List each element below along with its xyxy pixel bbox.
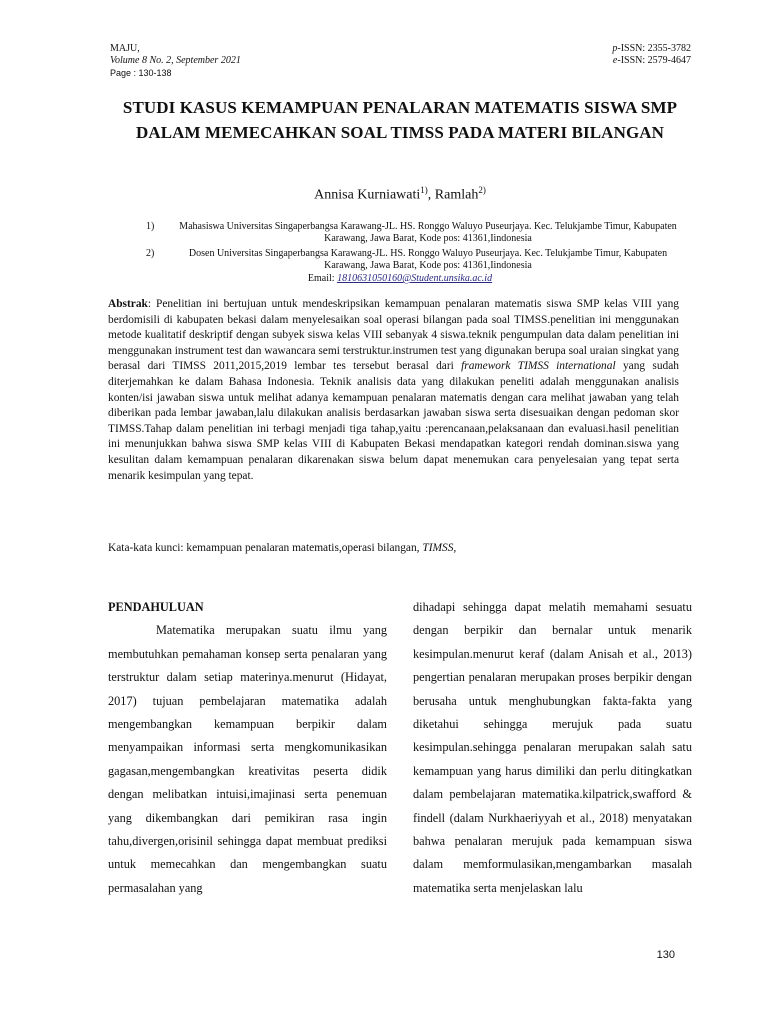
author-1-ref: 1) xyxy=(420,185,428,195)
journal-header xyxy=(110,43,241,79)
section-heading: PENDAHULUAN xyxy=(108,600,204,614)
paragraph: Matematika merupakan suatu ilmu yang membutuhkan pemahaman konsep serta penalaran yang terstruktur dalam setiap materinya.menurut (Hidayat, 2017) tujuan pembelajaran matematika adalah mengembangkan kemampuan berpikir dalam menyampaikan informasi serta mengkomunikasikan gagasan,mengembangkan kreativitas peserta didik dengan melibatkan intuisi,imajinasi serta penemuan yang dikembangkan dari pemikiran rasa ingin tahu,divergen,orisinil sehingga dapat membuat prediksi untuk memecahkan dan mengembangkan suatu permasalahan yang xyxy=(108,623,387,895)
eissn: e-ISSN: 2579-4647 xyxy=(612,55,691,66)
author-1: Annisa Kurniawati xyxy=(314,187,421,203)
affiliation-2: 2) Dosen Universitas Singaperbangsa Karawang-JL. HS. Ronggo Waluyo Puseurjaya. Kec. Telukjambe Timur, Kabupaten Karawang, Jawa Barat, Kode pos: 41361,Iindonesia xyxy=(146,248,668,271)
author-2: Ramlah xyxy=(434,187,479,203)
abstract-label: Abstrak xyxy=(108,298,148,310)
journal-volume: Volume 8 No. 2, September 2021 xyxy=(110,55,241,66)
contact-email: Email: 1810631050160@Student.unsika.ac.id xyxy=(307,273,493,284)
body-column-right xyxy=(413,596,692,900)
pissn: p-ISSN: 2355-3782 xyxy=(612,43,691,54)
abstract: Abstrak: Penelitian ini bertujuan untuk mendeskripsikan kemampuan penalaran matematis siswa SMP kelas VIII yang berdomisili di kabupaten bekasi dalam menyelesaikan soal operasi bilangan pada soal TIMSS.penelitian ini menggunakan metode kualitatif deskriptif dengan subyek siswa kelas VIII sebanyak 4 siswa.teknik pengumpulan data dalam penelitian ini menggunakan instrument test dan wawancara semi terstruktur.instrumen test yang digunakan berupa soal uraian singkat yang berasal dari TIMSS 2011,2015,2019 lembar tes tersebut berasal dari framework TIMSS international yang sudah diterjemahkan ke dalam Bahasa Indonesia. Teknik analisis data yang dilakukan peneliti adalah menggunakan analisis konten/isi jawaban siswa untuk melihat adanya kemampuan penalaran matematis dengan cara melihat jawaban yang telah diberikan pada lembar jawaban,lalu dilakukan analisis berdasarkan jawaban siswa serta disesuaikan dengan pedoman skor TIMSS.Tahap dalam penelitian ini terbagi menjadi tiga tahap,yaitu :perencanaan,pelaksanaan dan evaluasi.hasil penelitian ini menunjukkan bahwa siswa SMP kelas VIII di Kabupaten Bekasi mendapatkan kategori rendah dominan.siswa yang kesulitan dalam kemampuan penalaran dikarenakan siswa belum dapat menemukan cara penyelesaian yang tepat serta menarik kesimpulan yang tepat. xyxy=(108,298,679,482)
page-number: 130 xyxy=(656,949,675,961)
affiliation-1: 1) Mahasiswa Universitas Singaperbangsa Karawang-JL. HS. Ronggo Waluyo Puseurjaya. Kec. Telukjambe Timur, Kabupaten Karawang, Jawa Barat, Kode pos: 41361,Iindonesia xyxy=(146,221,677,244)
page-range: Page : 130-138 xyxy=(110,68,172,78)
email-link[interactable]: 1810631050160@Student.unsika.ac.id xyxy=(337,273,493,284)
issn-block xyxy=(612,43,691,67)
author-list: Annisa Kurniawati$^{1)}$, Ramlah$^{2)}$ xyxy=(314,185,486,203)
journal-name: MAJU, xyxy=(110,43,140,54)
body-column-left xyxy=(108,596,387,900)
author-2-ref: 2) xyxy=(478,185,486,195)
paragraph: dihadapi sehingga dapat melatih memahami sesuatu dengan berpikir dan bernalar untuk menarik kesimpulan.menurut keraf (dalam Anisah et al., 2013) pengertian penalaran merupakan proses berpikir dengan berusaha untuk menghubungkan fakta-fakta yang diketahui sehingga merujuk pada suatu kesimpulan.sehingga penalaran merupakan salah satu kemampuan yang harus dimiliki dan perlu ditingkatkan dalam pembelajaran matematika.kilpatrick,swafford & findell (dalam Nurkhaeriyyah et al., 2018) menyatakan bahwa penalaran merujuk pada kemampuan siswa dalam memformulasikan,mengambarkan masalah matematika serta menjelaskan lalu xyxy=(413,600,692,895)
keywords: Kata-kata kunci: kemampuan penalaran matematis,operasi bilangan, TIMSS, xyxy=(108,542,457,554)
paper-title: STUDI KASUS KEMAMPUAN PENALARAN MATEMATIS SISWA SMP DALAM MEMECAHKAN SOAL TIMSS PADA MATERI BILANGAN xyxy=(122,98,678,142)
